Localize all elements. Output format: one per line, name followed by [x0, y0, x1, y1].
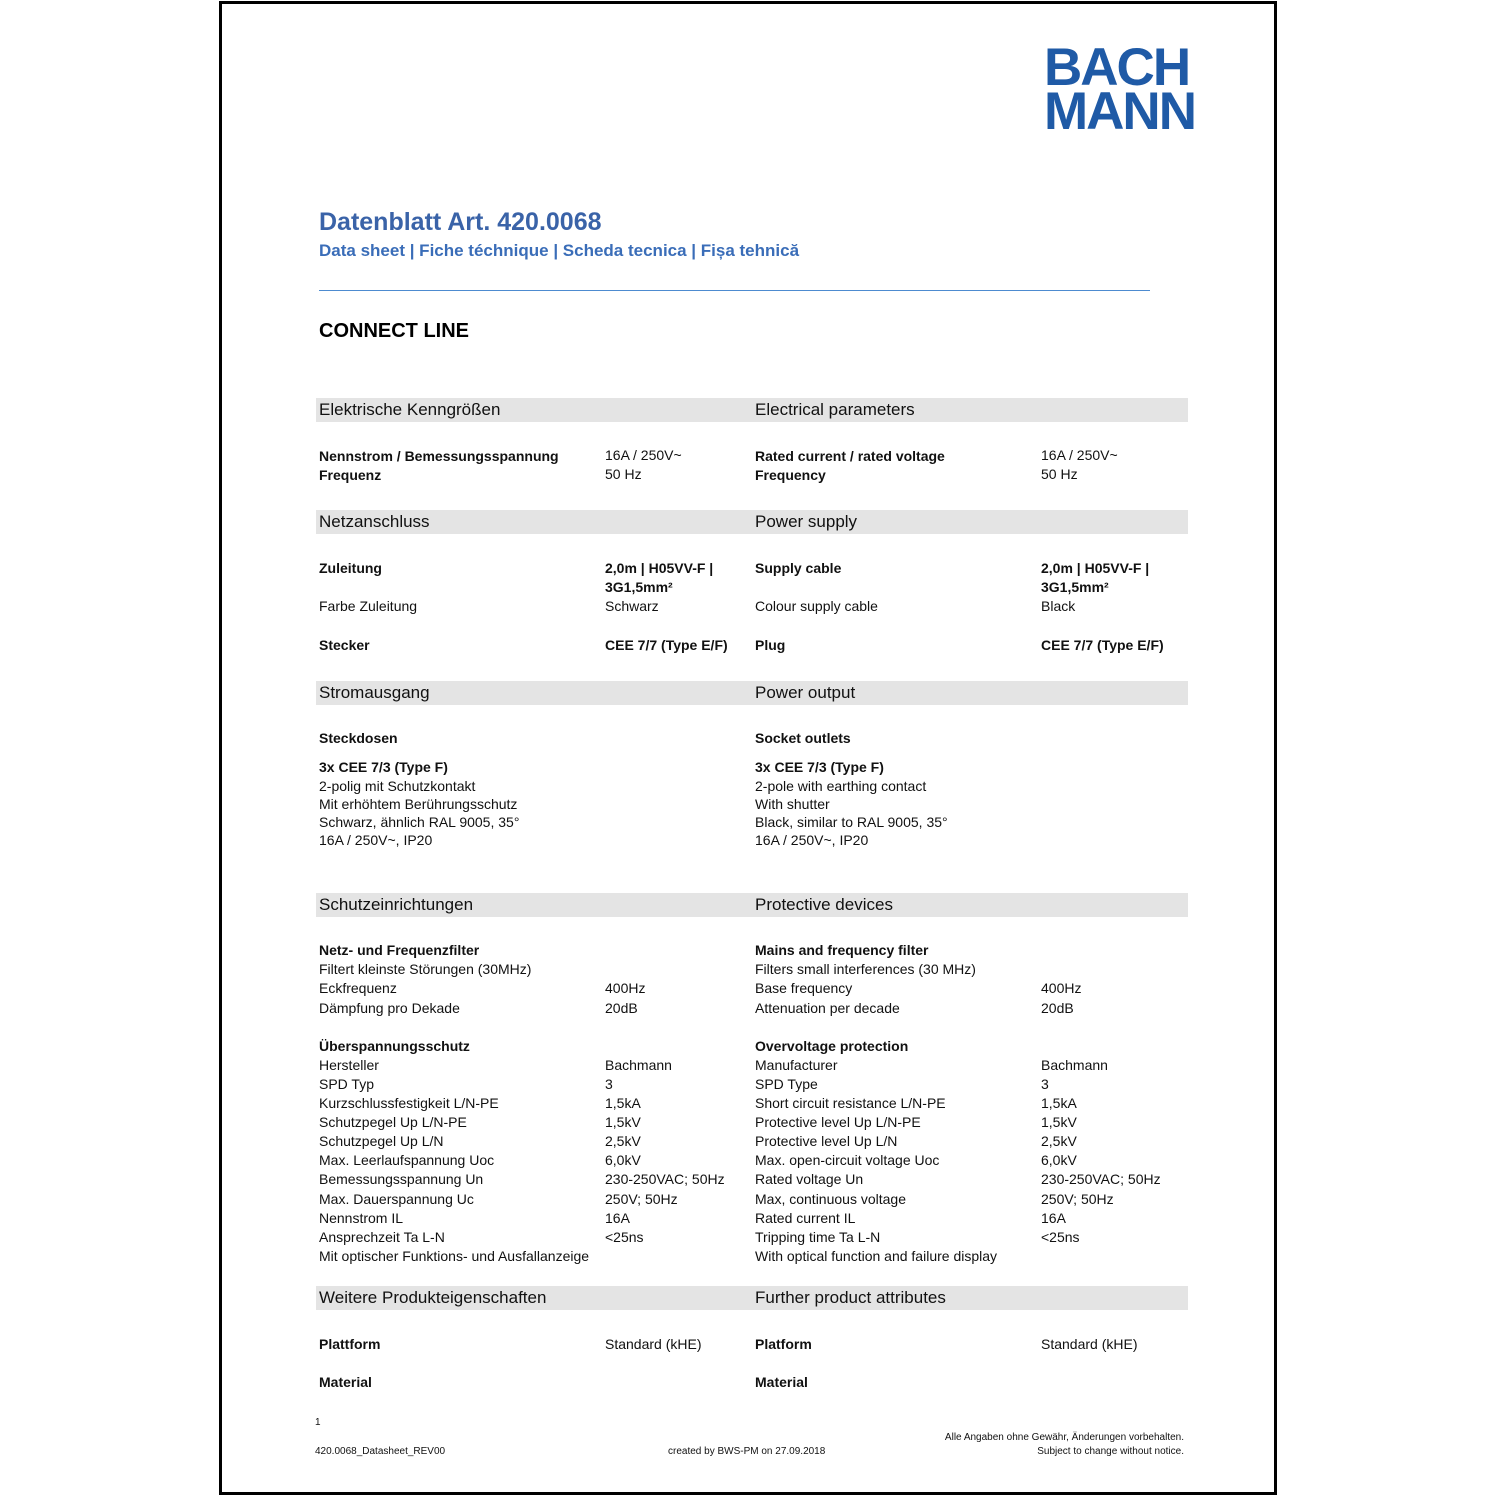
subsection-heading-en: Socket outlets: [755, 730, 851, 746]
spec-label-en: SPD Type: [755, 1076, 818, 1092]
spec-value-de: 2,5kV: [605, 1133, 641, 1149]
page-subtitle: Data sheet | Fiche téchnique | Scheda tecnica | Fișa tehnică: [319, 241, 800, 260]
spec-line-de: Mit erhöhtem Berührungsschutz: [319, 796, 518, 812]
spec-value-en: 1,5kV: [1041, 1114, 1077, 1130]
spec-label-en: Platform: [755, 1336, 812, 1352]
spec-value-en: Standard (kHE): [1041, 1336, 1138, 1352]
section-title-en: Electrical parameters: [755, 400, 915, 419]
spec-label-de: Farbe Zuleitung: [319, 598, 418, 614]
spec-label-de: Nennstrom IL: [319, 1210, 404, 1226]
spec-label-de: Ansprechzeit Ta L-N: [319, 1229, 445, 1245]
spec-label-en: Short circuit resistance L/N-PE: [755, 1095, 946, 1111]
spec-value-de: Bachmann: [605, 1057, 672, 1073]
page-title: Datenblatt Art. 420.0068: [319, 208, 602, 236]
spec-label-en: Rated current IL: [755, 1210, 856, 1226]
spec-label-de: Stecker: [319, 637, 370, 653]
spec-line-de: 3x CEE 7/3 (Type F): [319, 759, 448, 775]
section-title-de: Netzanschluss: [319, 512, 430, 531]
spec-label-en: Plug: [755, 637, 786, 653]
spec-label-de: Schutzpegel Up L/N: [319, 1133, 444, 1149]
header-divider: [319, 290, 1150, 291]
spec-value-de: <25ns: [605, 1229, 644, 1245]
spec-label-de: Plattform: [319, 1336, 381, 1352]
spec-note-de: Filtert kleinste Störungen (30MHz): [319, 961, 532, 977]
subsection-heading-en: Mains and frequency filter: [755, 942, 929, 958]
spec-value-en: Bachmann: [1041, 1057, 1108, 1073]
spec-line-de: 16A / 250V~, IP20: [319, 832, 433, 848]
subsection-heading-de: Steckdosen: [319, 730, 398, 746]
section-title-de: Stromausgang: [319, 683, 430, 702]
spec-label-en: Max. open-circuit voltage Uoc: [755, 1152, 940, 1168]
section-title-de: Schutzeinrichtungen: [319, 895, 474, 914]
spec-line-en: 2-pole with earthing contact: [755, 778, 927, 794]
spec-note-de: Mit optischer Funktions- und Ausfallanzeige: [319, 1248, 590, 1264]
section-header-protective: [316, 893, 1188, 917]
spec-note-en: Filters small interferences (30 MHz): [755, 961, 976, 977]
spec-value-de: 250V; 50Hz: [605, 1191, 678, 1207]
spec-value-de: Schwarz: [605, 598, 659, 614]
spec-value-de: 230-250VAC; 50Hz: [605, 1171, 725, 1187]
section-header-power-output: [316, 681, 1188, 705]
spec-note-en: With optical function and failure display: [755, 1248, 998, 1264]
spec-value-de: 16A / 250V~: [605, 447, 682, 463]
section-title-en: Power output: [755, 683, 856, 702]
spec-label-en: Supply cable: [755, 560, 842, 576]
datasheet-page: [219, 1, 1277, 1495]
spec-line-en: Black, similar to RAL 9005, 35°: [755, 814, 948, 830]
spec-value-en: 50 Hz: [1041, 466, 1078, 482]
spec-value-de: 3: [605, 1076, 613, 1092]
spec-value-de: 2,0m | H05VV-F |: [605, 560, 714, 576]
logo-line-2: MANN: [1044, 82, 1195, 141]
spec-value-en: 400Hz: [1041, 980, 1082, 996]
subsection-heading-de: Netz- und Frequenzfilter: [319, 942, 480, 958]
spec-label-en: Material: [755, 1374, 808, 1390]
spec-label-de: Eckfrequenz: [319, 980, 397, 996]
spec-value-en: 3G1,5mm²: [1041, 579, 1109, 595]
section-title-de: Elektrische Kenngrößen: [319, 400, 501, 419]
spec-value-de: 20dB: [605, 1000, 638, 1016]
spec-label-en: Rated current / rated voltage: [755, 448, 945, 464]
spec-label-en: Base frequency: [755, 980, 853, 996]
disclaimer-de: Alle Angaben ohne Gewähr, Änderungen vorbehalten.: [944, 1432, 1184, 1443]
spec-label-de: Max. Leerlaufspannung Uoc: [319, 1152, 495, 1168]
spec-value-en: 2,0m | H05VV-F |: [1041, 560, 1150, 576]
spec-label-de: Bemessungsspannung Un: [319, 1171, 484, 1187]
subsection-heading-de: Überspannungsschutz: [319, 1038, 470, 1054]
page-number: 1: [315, 1417, 321, 1428]
spec-value-en: 230-250VAC; 50Hz: [1041, 1171, 1161, 1187]
created-by: created by BWS-PM on 27.09.2018: [668, 1446, 826, 1457]
spec-value-en: 16A: [1041, 1210, 1066, 1226]
spec-value-en: 2,5kV: [1041, 1133, 1077, 1149]
spec-label-de: SPD Typ: [319, 1076, 374, 1092]
spec-label-de: Dämpfung pro Dekade: [319, 1000, 460, 1016]
spec-value-en: 1,5kA: [1041, 1095, 1077, 1111]
spec-label-en: Rated voltage Un: [755, 1171, 864, 1187]
section-title-en: Power supply: [755, 512, 858, 531]
spec-value-en: 6,0kV: [1041, 1152, 1077, 1168]
spec-label-de: Kurzschlussfestigkeit L/N-PE: [319, 1095, 499, 1111]
bachmann-logo: [1044, 38, 1195, 141]
spec-label-en: Protective level Up L/N-PE: [755, 1114, 921, 1130]
disclaimer-en: Subject to change without notice.: [1037, 1446, 1184, 1457]
spec-label-de: Material: [319, 1374, 372, 1390]
spec-value-en: CEE 7/7 (Type E/F): [1041, 637, 1164, 653]
spec-label-en: Protective level Up L/N: [755, 1133, 898, 1149]
spec-label-de: Zuleitung: [319, 560, 382, 576]
spec-value-en: 16A / 250V~: [1041, 447, 1118, 463]
spec-value-de: 16A: [605, 1210, 630, 1226]
logo-line-1: BACH: [1044, 38, 1190, 97]
spec-value-de: 6,0kV: [605, 1152, 641, 1168]
spec-line-en: 3x CEE 7/3 (Type F): [755, 759, 884, 775]
spec-label-en: Frequency: [755, 467, 826, 483]
section-header-electrical: [316, 398, 1188, 422]
spec-value-de: Standard (kHE): [605, 1336, 702, 1352]
spec-label-de: Max. Dauerspannung Uc: [319, 1191, 474, 1207]
spec-line-de: Schwarz, ähnlich RAL 9005, 35°: [319, 814, 520, 830]
section-title-en: Protective devices: [755, 895, 893, 914]
spec-value-de: 3G1,5mm²: [605, 579, 673, 595]
spec-line-en: 16A / 250V~, IP20: [755, 832, 869, 848]
spec-value-de: 400Hz: [605, 980, 646, 996]
spec-label-de: Nennstrom / Bemessungsspannung: [319, 448, 559, 464]
spec-label-en: Tripping time Ta L-N: [755, 1229, 881, 1245]
spec-value-en: 3: [1041, 1076, 1049, 1092]
section-header-further: [316, 1286, 1188, 1310]
spec-label-de: Frequenz: [319, 467, 382, 483]
spec-label-de: Schutzpegel Up L/N-PE: [319, 1114, 467, 1130]
spec-value-en: 20dB: [1041, 1000, 1074, 1016]
spec-value-de: CEE 7/7 (Type E/F): [605, 637, 728, 653]
document-id: 420.0068_Datasheet_REV00: [315, 1446, 446, 1457]
spec-value-de: 1,5kA: [605, 1095, 641, 1111]
spec-value-de: 50 Hz: [605, 466, 642, 482]
spec-line-en: With shutter: [755, 796, 830, 812]
spec-label-en: Max, continuous voltage: [755, 1191, 906, 1207]
section-header-power-supply: [316, 510, 1188, 534]
spec-line-de: 2-polig mit Schutzkontakt: [319, 778, 476, 794]
spec-label-de: Hersteller: [319, 1057, 379, 1073]
spec-value-en: 250V; 50Hz: [1041, 1191, 1114, 1207]
product-name: CONNECT LINE: [319, 320, 469, 342]
spec-label-en: Colour supply cable: [755, 598, 878, 614]
section-title-en: Further product attributes: [755, 1288, 946, 1307]
section-title-de: Weitere Produkteigenschaften: [319, 1288, 547, 1307]
spec-value-en: Black: [1041, 598, 1076, 614]
spec-value-de: 1,5kV: [605, 1114, 641, 1130]
spec-label-en: Attenuation per decade: [755, 1000, 900, 1016]
spec-label-en: Manufacturer: [755, 1057, 838, 1073]
spec-value-en: <25ns: [1041, 1229, 1080, 1245]
subsection-heading-en: Overvoltage protection: [755, 1038, 909, 1054]
